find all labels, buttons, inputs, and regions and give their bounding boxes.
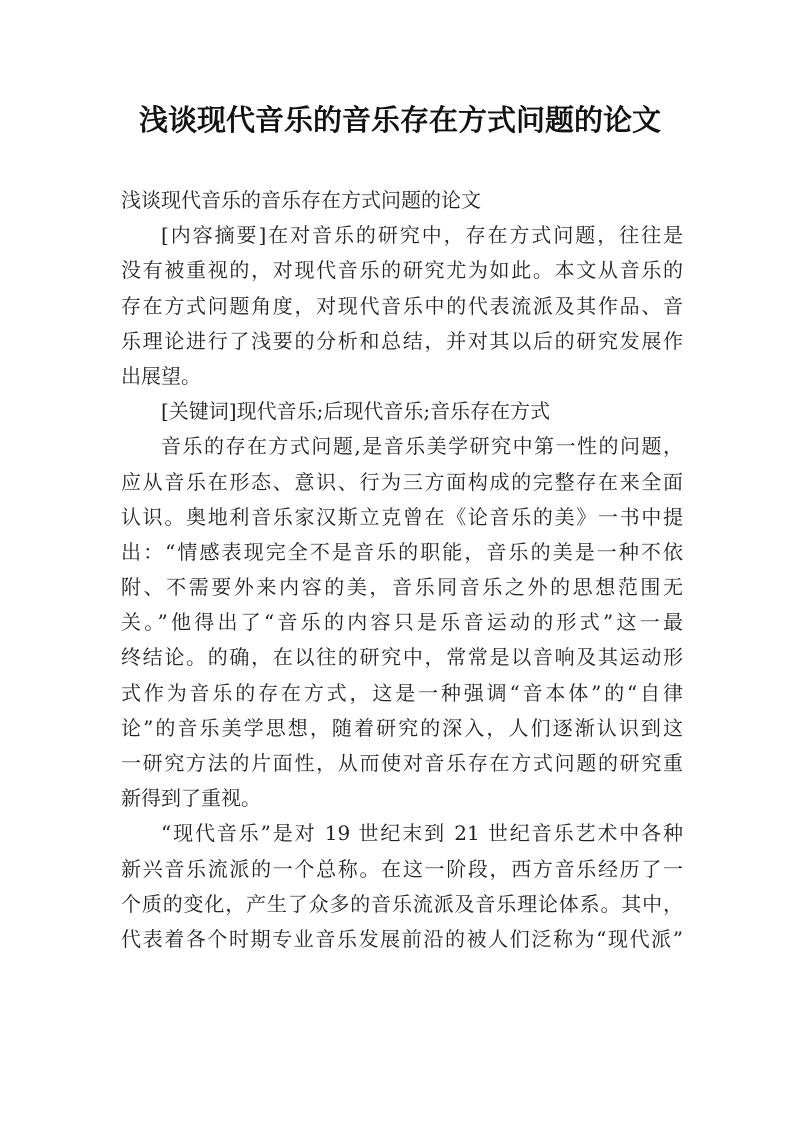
body-line: [内容摘要]在对音乐的研究中，存在方式问题，往往是 bbox=[161, 223, 683, 248]
body-line: 应从音乐在形态、意识、行为三方面构成的完整存在来全面 bbox=[121, 469, 683, 494]
body-line: 新兴音乐流派的一个总称。在这一阶段，西方音乐经历了一 bbox=[121, 856, 683, 881]
body-line: 新得到了重视。 bbox=[121, 786, 261, 811]
body-line: 关。”他得出了“音乐的内容只是乐音运动的形式”这一最 bbox=[121, 610, 683, 635]
body-line: “现代音乐”是对 19 世纪末到 21 世纪音乐艺术中各种 bbox=[161, 821, 683, 846]
body-line: 论”的音乐美学思想，随着研究的深入，人们逐渐认识到这 bbox=[121, 715, 683, 740]
document-body bbox=[121, 183, 683, 957]
body-line: 代表着各个时期专业音乐发展前沿的被人们泛称为“现代派” bbox=[121, 926, 683, 951]
body-line: 存在方式问题角度，对现代音乐中的代表流派及其作品、音 bbox=[121, 293, 683, 318]
body-line: 乐理论进行了浅要的分析和总结，并对其以后的研究发展作 bbox=[121, 328, 683, 353]
body-line: 浅谈现代音乐的音乐存在方式问题的论文 bbox=[121, 188, 481, 212]
body-line: 个质的变化，产生了众多的音乐流派及音乐理论体系。其中， bbox=[121, 891, 683, 916]
document-title: 浅谈现代音乐的音乐存在方式问题的论文 bbox=[138, 103, 661, 137]
body-line: 音乐的存在方式问题,是音乐美学研究中第一性的问题， bbox=[161, 434, 683, 459]
body-line: 认识。奥地利音乐家汉斯立克曾在《论音乐的美》一书中提 bbox=[121, 504, 683, 529]
body-line: 没有被重视的，对现代音乐的研究尤为如此。本文从音乐的 bbox=[121, 258, 683, 283]
body-line: [关键词]现代音乐;后现代音乐;音乐存在方式 bbox=[161, 399, 551, 424]
body-line: 终结论。的确，在以往的研究中，常常是以音响及其运动形 bbox=[121, 645, 683, 670]
body-line: 出：“情感表现完全不是音乐的职能，音乐的美是一种不依 bbox=[121, 539, 683, 564]
body-line: 式作为音乐的存在方式，这是一种强调“音本体”的“自律 bbox=[121, 680, 683, 705]
body-line: 附、不需要外来内容的美，音乐同音乐之外的思想范围无 bbox=[121, 575, 683, 600]
body-line: 一研究方法的片面性，从而使对音乐存在方式问题的研究重 bbox=[121, 751, 683, 775]
body-line: 出展望。 bbox=[121, 363, 201, 388]
